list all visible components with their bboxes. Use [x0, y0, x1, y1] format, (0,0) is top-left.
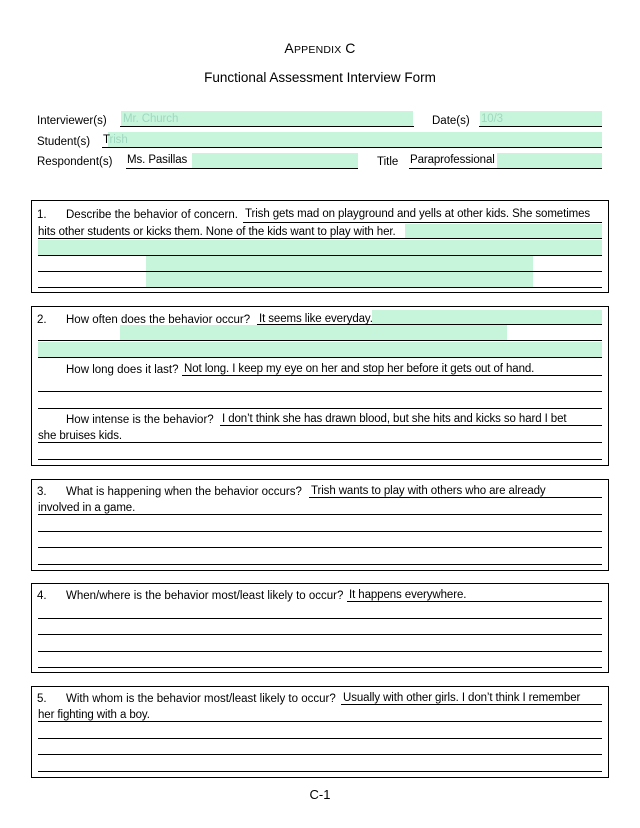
q2-underline — [38, 459, 602, 460]
q2-intense-answer-line-1[interactable]: I don’t think she has drawn blood, but she hits and kicks so hard I bet — [222, 413, 567, 425]
page-number: C-1 — [309, 787, 331, 802]
q2-highlight — [38, 342, 602, 357]
q2-answer[interactable]: It seems like everyday. — [259, 313, 373, 325]
q2-highlight — [120, 325, 507, 340]
form-title: Functional Assessment Interview Form — [204, 70, 436, 85]
q2-underline — [220, 425, 602, 426]
q3-underline — [309, 497, 602, 498]
respondent-underline — [126, 168, 358, 169]
q4-underline — [38, 651, 602, 652]
interviewer-underline — [120, 126, 414, 127]
q2-long-answer[interactable]: Not long. I keep my eye on her and stop her before it gets out of hand. — [184, 363, 535, 375]
q1-underline — [243, 222, 602, 223]
q2-underline — [38, 408, 602, 409]
q4-answer[interactable]: It happens everywhere. — [349, 589, 467, 601]
q2-underline — [38, 442, 602, 443]
title-highlight — [497, 153, 602, 168]
q3-answer-line-1[interactable]: Trish wants to play with others who are already — [311, 485, 546, 497]
q4-underline — [38, 667, 602, 668]
q3-underline — [38, 531, 602, 532]
q5-number: 5. — [37, 693, 47, 705]
q1-highlight — [38, 240, 602, 255]
q1-highlight — [146, 272, 533, 287]
q2-intense-prompt: How intense is the behavior? — [66, 414, 214, 426]
q3-answer-line-2[interactable]: involved in a game. — [38, 502, 136, 514]
q2-underline — [38, 391, 602, 392]
q3-underline — [38, 564, 602, 565]
q1-answer-line-2[interactable]: hits other students or kicks them. None of the kids want to play with her. — [38, 226, 396, 238]
q1-underline — [38, 271, 602, 272]
q4-underline — [38, 618, 602, 619]
q5-answer-line-1[interactable]: Usually with other girls. I don’t think I remember — [343, 692, 581, 704]
respondent-highlight — [192, 153, 358, 168]
q1-number: 1. — [37, 209, 47, 221]
q1-highlight — [146, 256, 533, 271]
q5-underline — [341, 704, 602, 705]
respondent-field[interactable]: Ms. Pasillas — [127, 154, 188, 166]
interviewer-label: Interviewer(s) — [37, 115, 107, 127]
interviewer-field[interactable]: Mr. Church — [123, 113, 179, 125]
q2-number: 2. — [37, 314, 47, 326]
q2-underline — [38, 340, 602, 341]
q3-number: 3. — [37, 486, 47, 498]
date-underline — [479, 126, 602, 127]
student-underline — [102, 147, 602, 148]
q5-answer-line-2[interactable]: her fighting with a boy. — [38, 709, 150, 721]
q1-underline — [38, 287, 602, 288]
student-highlight — [108, 132, 602, 147]
q2-underline — [182, 375, 602, 376]
q1-underline — [38, 238, 602, 239]
q2-highlight — [372, 310, 602, 324]
q1-prompt: Describe the behavior of concern. — [66, 209, 238, 221]
q1-underline — [38, 255, 602, 256]
title-field[interactable]: Paraprofessional — [410, 154, 495, 166]
q2-long-prompt: How long does it last? — [66, 364, 179, 376]
q4-number: 4. — [37, 590, 47, 602]
q3-underline — [38, 547, 602, 548]
q4-underline — [38, 634, 602, 635]
appendix-title: APPENDIX C — [284, 40, 356, 56]
q5-underline — [38, 738, 602, 739]
q1-answer-line-1[interactable]: Trish gets mad on playground and yells at other kids. She sometimes — [245, 208, 591, 220]
q3-prompt: What is happening when the behavior occurs? — [66, 486, 302, 498]
q4-underline — [347, 601, 602, 602]
date-field[interactable]: 10/3 — [481, 113, 503, 125]
q3-underline — [38, 514, 602, 515]
title-label: Title — [377, 156, 399, 168]
q4-prompt: When/where is the behavior most/least likely to occur? — [66, 590, 344, 602]
q5-prompt: With whom is the behavior most/least likely to occur? — [66, 693, 336, 705]
q2-prompt: How often does the behavior occur? — [66, 314, 251, 326]
student-label: Student(s) — [37, 136, 91, 148]
q2-underline — [38, 357, 602, 358]
q1-highlight — [405, 224, 602, 238]
q5-underline — [38, 754, 602, 755]
title-underline — [409, 168, 602, 169]
respondent-label: Respondent(s) — [37, 156, 113, 168]
date-label: Date(s) — [432, 115, 470, 127]
student-field[interactable]: Trish — [103, 134, 128, 146]
q5-underline — [38, 771, 602, 772]
q5-underline — [38, 721, 602, 722]
q2-intense-answer-line-2[interactable]: she bruises kids. — [38, 430, 122, 442]
q2-underline — [257, 324, 602, 325]
